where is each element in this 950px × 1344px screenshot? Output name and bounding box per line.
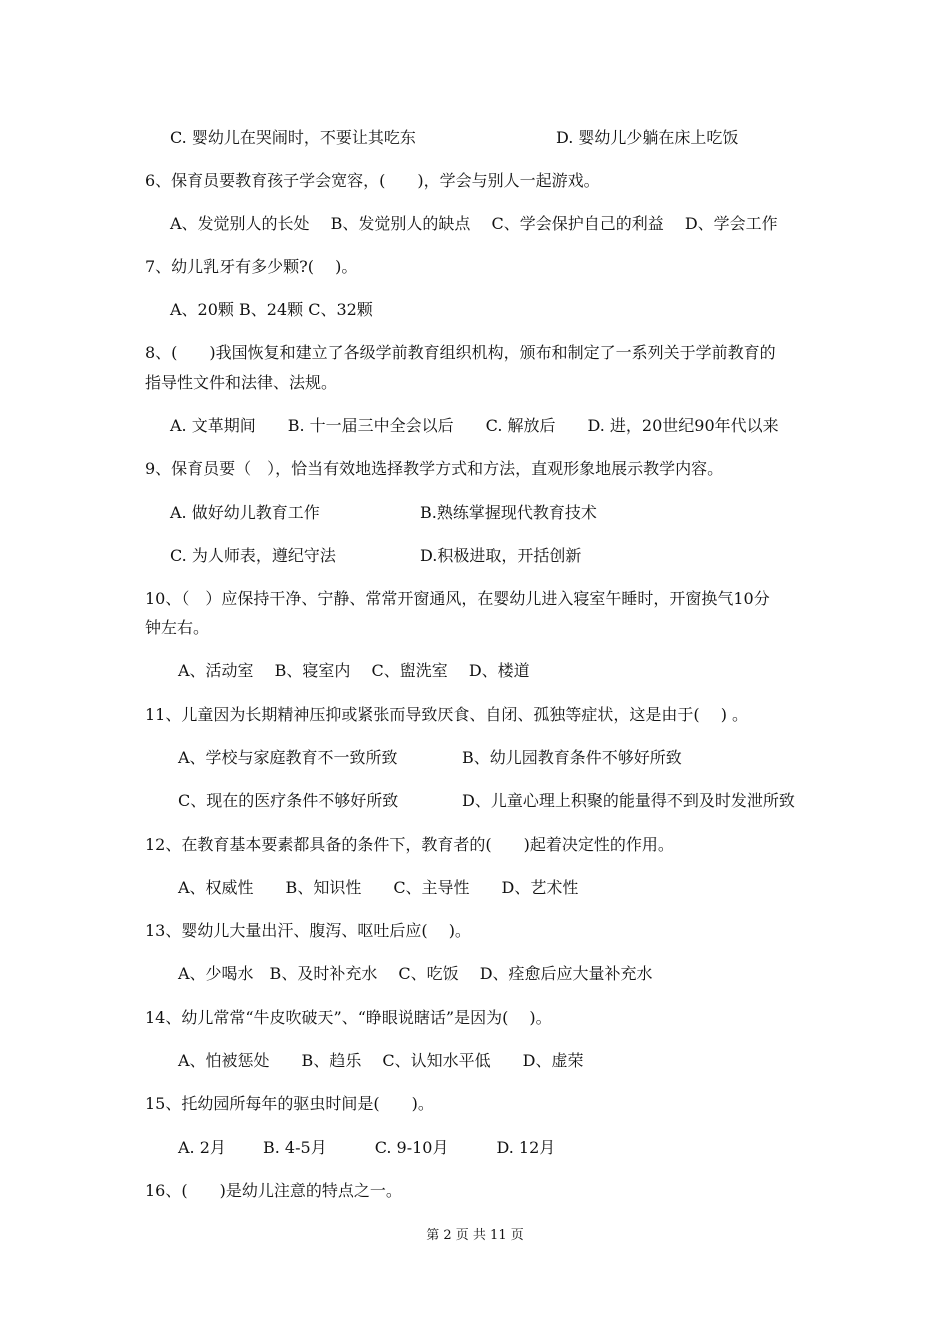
q14-stem: 14、幼儿常常“牛皮吹破天”、“睁眼说瞎话”是因为( )。 [145,1008,552,1027]
q7-options: A、20颗 B、24颗 C、32颗 [170,300,373,319]
q11-option-b: B、幼儿园教育条件不够好所致 [462,748,682,767]
q13-stem: 13、婴幼儿大量出汗、腹泻、呕吐后应( )。 [145,921,471,940]
q9-option-c: C. 为人师表，遵纪守法 [170,546,336,565]
q8-stem-line2: 指导性文件和法律、法规。 [145,373,338,392]
q16-stem: 16、( )是幼儿注意的特点之一。 [145,1181,402,1200]
q15-stem: 15、托幼园所每年的驱虫时间是( )。 [145,1094,434,1113]
q11-option-c: C、现在的医疗条件不够好所致 [178,791,399,810]
q9-option-d: D.积极进取，开括创新 [420,546,582,565]
q9-option-a: A. 做好幼儿教育工作 [170,503,320,522]
q5-option-d: D. 婴幼儿少躺在床上吃饭 [556,128,739,147]
q10-stem-line1: 10、（ ）应保持干净、宁静、常常开窗通风，在婴幼儿进入寝室午睡时，开窗换气10分 [145,589,770,608]
q11-stem: 11、儿童因为长期精神压抑或紧张而导致厌食、自闭、孤独等症状，这是由于( ) 。 [145,705,749,724]
q12-options: A、权威性 B、知识性 C、主导性 D、艺术性 [178,878,579,897]
q9-option-b: B.熟练掌握现代教育技术 [420,503,597,522]
q10-stem-line2: 钟左右。 [145,618,210,637]
q12-stem: 12、在教育基本要素都具备的条件下，教育者的( )起着决定性的作用。 [145,835,674,854]
q13-options: A、少喝水 B、及时补充水 C、吃饭 D、痊愈后应大量补充水 [178,964,653,983]
q8-options: A. 文革期间 B. 十一届三中全会以后 C. 解放后 D. 进，20世纪90年代以来 [170,416,779,435]
q14-options: A、怕被惩处 B、趋乐 C、认知水平低 D、虚荣 [178,1051,584,1070]
q11-option-a: A、学校与家庭教育不一致所致 [178,748,398,767]
q11-option-d: D、儿童心理上积聚的能量得不到及时发泄所致 [462,791,795,810]
q9-stem: 9、保育员要（ ），恰当有效地选择教学方式和方法，直观形象地展示教学内容。 [145,459,724,478]
page-footer: 第 2 页 共 11 页 [426,1228,524,1243]
q15-options: A. 2月 B. 4-5月 C. 9-10月 D. 12月 [178,1138,556,1157]
q5-option-c: C. 婴幼儿在哭闹时，不要让其吃东 [170,128,416,147]
q8-stem-line1: 8、( )我国恢复和建立了各级学前教育组织机构，颁布和制定了一系列关于学前教育的 [145,343,776,362]
q6-stem: 6、保育员要教育孩子学会宽容，( )，学会与别人一起游戏。 [145,171,600,190]
q10-options: A、活动室 B、寝室内 C、盥洗室 D、楼道 [178,661,530,680]
q6-options: A、发觉别人的长处 B、发觉别人的缺点 C、学会保护自己的利益 D、学会工作 [170,214,778,233]
q7-stem: 7、幼儿乳牙有多少颗?( )。 [145,257,358,276]
